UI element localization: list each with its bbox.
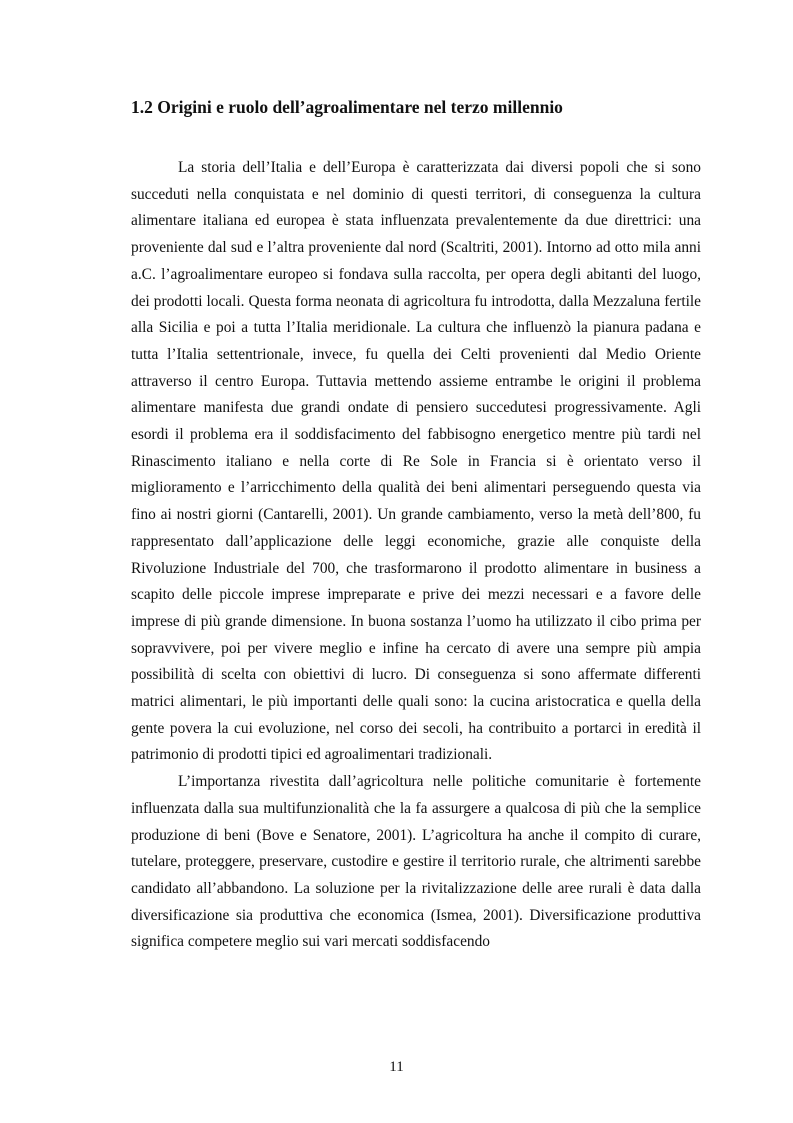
section-title: 1.2 Origini e ruolo dell’agroalimentare nel terzo millennio [131,97,563,117]
body-text [131,155,701,956]
paragraph-1: La storia dell’Italia e dell’Europa è caratterizzata dai diversi popoli che si sono succeduti nella conquistata e nel dominio di questi territori, di conseguenza la cultura alimentare italiana ed europea è stata influenzata prevalentemente da due direttrici: una proveniente dal sud e l’altra proveniente dal nord (Scaltriti, 2001). Intorno ad otto mila anni a.C. l’agroalimentare europeo si fondava sulla raccolta, per opera degli abitanti del luogo, dei prodotti locali. Questa forma neonata di agricoltura fu introdotta, dalla Mezzaluna fertile alla Sicilia e poi a tutta l’Italia meridionale. La cultura che influenzò la pianura padana e tutta l’Italia settentrionale, invece, fu quella dei Celti provenienti dal Medio Oriente attraverso il centro Europa. Tuttavia mettendo assieme entrambe le origini il problema alimentare manifesta due grandi ondate di pensiero succedutesi progressivamente. Agli esordi il problema era il soddisfacimento del fabbisogno energetico mentre più tardi nel Rinascimento italiano e nella corte di Re Sole in Francia si è orientato verso il miglioramento e l’arricchimento della qualità dei beni alimentari perseguendo questa via fino ai nostri giorni (Cantarelli, 2001). Un grande cambiamento, verso la metà dell’800, fu rappresentato dall’applicazione delle leggi economiche, grazie alle conquiste della Rivoluzione Industriale del 700, che trasformarono il prodotto alimentare in business a scapito delle piccole imprese impreparate e prive dei mezzi necessari e a favore delle imprese di più grande dimensione. In buona sostanza l’uomo ha utilizzato il cibo prima per sopravvivere, poi per vivere meglio e infine ha cercato di avere una sempre più ampia possibilità di scelta con obiettivi di lucro. Di conseguenza si sono affermate differenti matrici alimentari, le più importanti delle quali sono: la cucina aristocratica e quella della gente povera la cui evoluzione, nel corso dei secoli, ha contribuito a portarci in eredità il patrimonio di prodotti tipici ed agroalimentari tradizionali. [131,159,701,764]
paragraph-2: L’importanza rivestita dall’agricoltura nelle politiche comunitarie è fortemente influenzata dalla sua multifunzionalità che la fa assurgere a qualcosa di più che la semplice produzione di beni (Bove e Senatore, 2001). L’agricoltura ha anche il compito di curare, tutelare, proteggere, preservare, custodire e gestire il territorio rurale, che altrimenti sarebbe candidato all’abbandono. La soluzione per la rivitalizzazione delle aree rurali è data dalla diversificazione sia produttiva che economica (Ismea, 2001). Diversificazione produttiva significa competere meglio sui vari mercati soddisfacendo [131,773,701,951]
page-number: 11 [389,1059,404,1075]
